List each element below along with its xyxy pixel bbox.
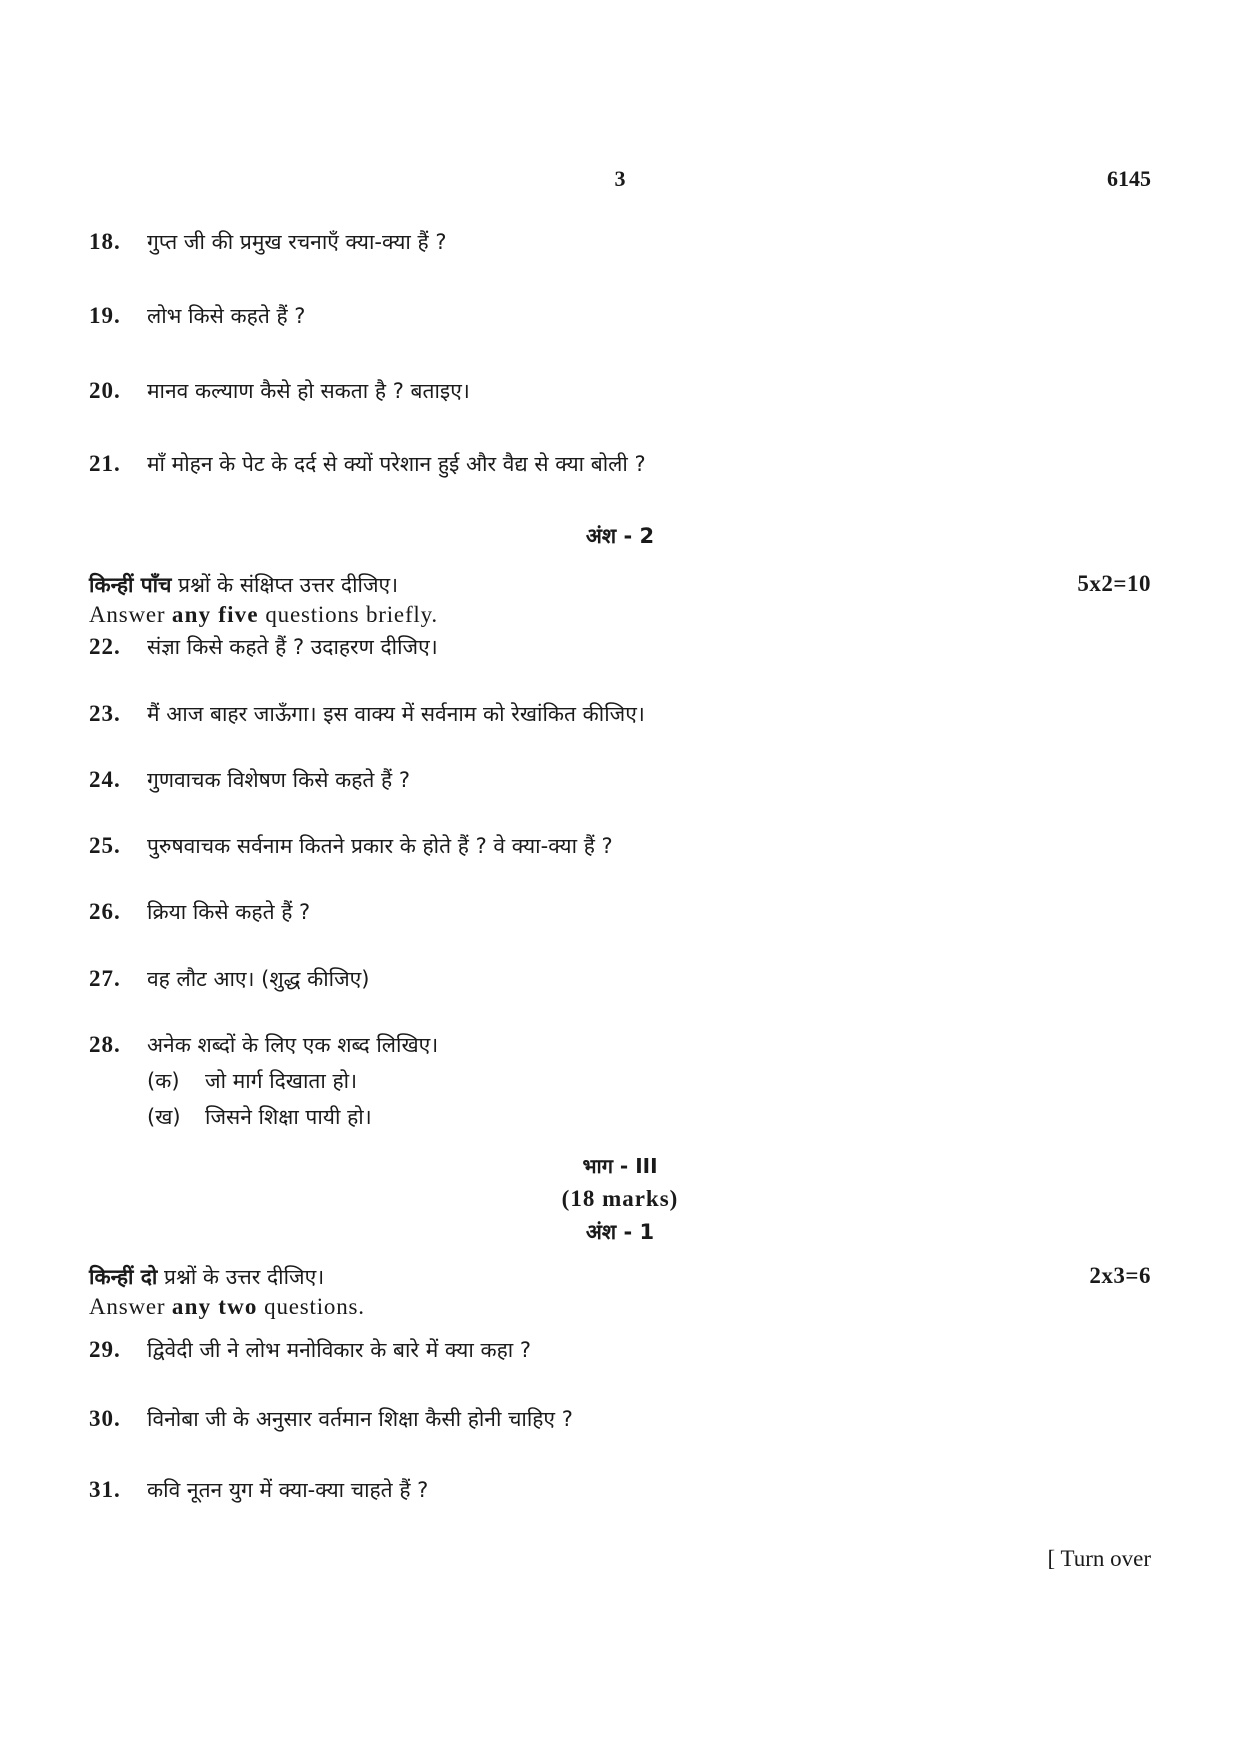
question-text: लोभ किसे कहते हैं ?	[147, 304, 306, 328]
section-heading: अंश - 1	[585, 1220, 655, 1244]
question-text: माँ मोहन के पेट के दर्द से क्यों परेशान हुई और वैद्य से क्या बोली ?	[147, 452, 646, 476]
question-18	[89, 228, 446, 256]
instruction-text: प्रश्नों के संक्षिप्त उत्तर दीजिए।	[171, 573, 399, 597]
question-number: 26.	[89, 899, 121, 924]
question-number: 31.	[89, 1477, 121, 1502]
question-25	[89, 832, 613, 860]
instruction-emphasis: किन्हीं दो	[89, 1265, 158, 1289]
question-27	[89, 965, 369, 993]
paper-code: 6145	[1107, 166, 1151, 191]
instruction-emphasis: any two	[171, 1294, 258, 1319]
q28-part-b	[147, 1103, 372, 1131]
instruction-emphasis: किन्हीं पाँच	[89, 573, 172, 597]
question-number: 30.	[89, 1406, 121, 1431]
question-number: 24.	[89, 767, 121, 792]
question-29	[89, 1336, 531, 1364]
part-text: जो मार्ग दिखाता हो।	[205, 1069, 358, 1093]
part-text: जिसने शिक्षा पायी हो।	[205, 1105, 372, 1129]
question-number: 28.	[89, 1032, 121, 1057]
question-22	[89, 633, 438, 661]
question-number: 20.	[89, 378, 121, 403]
question-number: 23.	[89, 701, 121, 726]
question-text: अनेक शब्दों के लिए एक शब्द लिखिए।	[147, 1033, 439, 1057]
question-20	[89, 377, 470, 405]
question-number: 25.	[89, 833, 121, 858]
instruction-text: प्रश्नों के उत्तर दीजिए।	[157, 1265, 325, 1289]
instruction-hindi	[89, 571, 398, 599]
question-text: वह लौट आए। (शुद्ध कीजिए)	[147, 967, 370, 991]
question-text: मानव कल्याण कैसे हो सकता है ? बताइए।	[147, 379, 470, 403]
instruction-text: questions.	[257, 1294, 365, 1319]
instruction-english	[89, 1294, 365, 1320]
question-number: 18.	[89, 229, 121, 254]
part-marks: (18 marks)	[561, 1186, 679, 1211]
question-23	[89, 700, 645, 728]
question-text: गुप्त जी की प्रमुख रचनाएँ क्या-क्या हैं ?	[147, 230, 447, 254]
question-number: 21.	[89, 451, 121, 476]
question-text: क्रिया किसे कहते हैं ?	[147, 900, 311, 924]
question-28	[89, 1031, 438, 1059]
question-number: 29.	[89, 1337, 121, 1362]
instruction-emphasis: any five	[171, 602, 259, 627]
question-30	[89, 1405, 573, 1433]
part-heading: भाग - III	[582, 1154, 658, 1178]
page-number: 3	[614, 166, 626, 191]
question-text: मैं आज बाहर जाऊँगा। इस वाक्य में सर्वनाम को रेखांकित कीजिए।	[147, 702, 645, 726]
section-marks: 2x3=6	[1089, 1263, 1151, 1288]
question-text: संज्ञा किसे कहते हैं ? उदाहरण दीजिए।	[147, 635, 438, 659]
q28-part-a	[147, 1067, 357, 1095]
part-label: (ख)	[147, 1105, 181, 1129]
question-number: 19.	[89, 303, 121, 328]
question-21	[89, 450, 646, 478]
instruction-english	[89, 602, 438, 628]
part-label: (क)	[147, 1069, 180, 1093]
question-24	[89, 766, 410, 794]
question-31	[89, 1476, 428, 1504]
instruction-hindi	[89, 1263, 324, 1291]
question-number: 27.	[89, 966, 121, 991]
question-text: कवि नूतन युग में क्या-क्या चाहते हैं ?	[147, 1478, 429, 1502]
section-marks: 5x2=10	[1077, 571, 1151, 596]
question-19	[89, 302, 305, 330]
question-26	[89, 898, 310, 926]
turn-over-note: [ Turn over	[1047, 1546, 1151, 1571]
instruction-text: Answer	[89, 602, 172, 627]
instruction-text: questions briefly.	[258, 602, 438, 627]
question-text: विनोबा जी के अनुसार वर्तमान शिक्षा कैसी होनी चाहिए ?	[147, 1407, 573, 1431]
section-heading: अंश - 2	[585, 524, 655, 548]
question-text: द्विवेदी जी ने लोभ मनोविकार के बारे में क्या कहा ?	[147, 1338, 531, 1362]
question-text: गुणवाचक विशेषण किसे कहते हैं ?	[147, 768, 410, 792]
question-number: 22.	[89, 634, 121, 659]
question-text: पुरुषवाचक सर्वनाम कितने प्रकार के होते हैं ? वे क्या-क्या हैं ?	[147, 834, 613, 858]
instruction-text: Answer	[89, 1294, 172, 1319]
